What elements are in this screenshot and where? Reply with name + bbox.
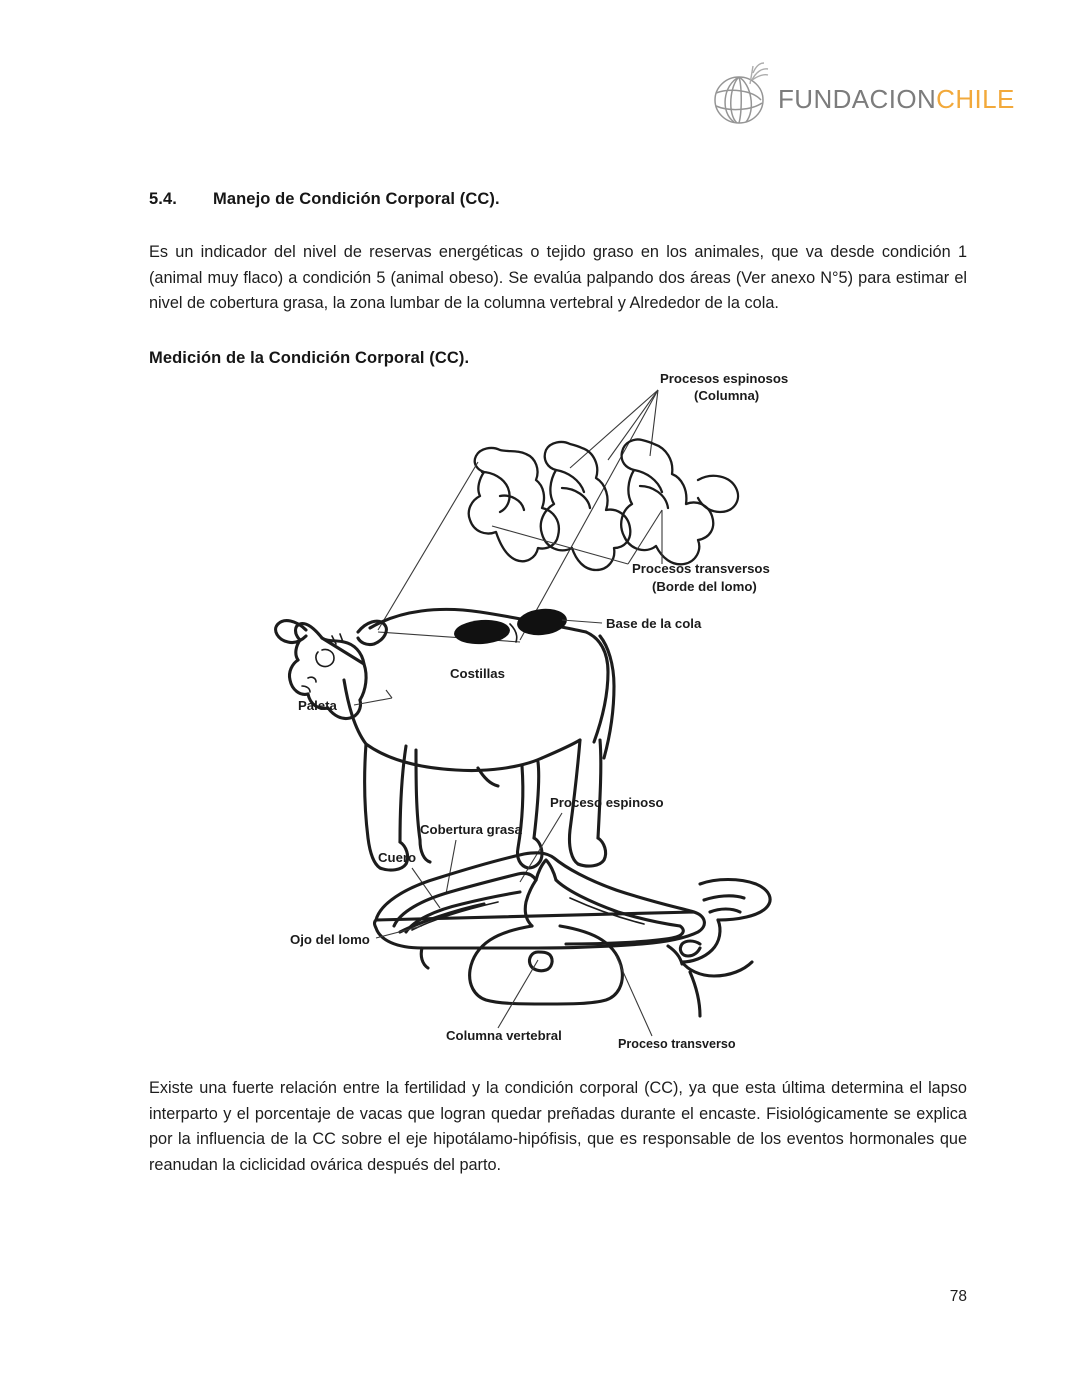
label-spinous-processes-line1: Procesos espinosos: [660, 371, 789, 386]
label-transverse-processes-line1: Procesos transversos: [632, 561, 770, 576]
label-ribs: Costillas: [450, 666, 505, 681]
assessment-patches: [453, 606, 568, 645]
label-shoulder: Paleta: [298, 698, 337, 713]
label-hide: Cuero: [378, 850, 417, 865]
leader-line-spinous-process: [520, 813, 562, 882]
label-transverse-process: Proceso transverso: [618, 1037, 736, 1051]
leader-line-transverse-process: [616, 956, 652, 1036]
loin-crease: [510, 624, 517, 642]
logo-word-fundacion: FUNDACION: [778, 83, 937, 114]
fundacion-chile-logo: [706, 58, 1015, 130]
leader-line-tail-base: [562, 620, 602, 623]
figure-svg: [270, 360, 830, 1060]
leader-line-vertebral-column: [498, 960, 538, 1028]
section-heading: [149, 190, 500, 209]
label-spinous-process: Proceso espinoso: [550, 795, 664, 810]
label-tail-base: Base de la cola: [606, 616, 702, 631]
label-fat-cover: Cobertura grasa: [420, 822, 522, 837]
label-spinous-processes-line2: (Columna): [694, 388, 760, 403]
subsection-heading: Medición de la Condición Corporal (CC).: [149, 349, 470, 367]
label-loin-eye: Ojo del lomo: [290, 932, 370, 947]
leader-line-fat-cover: [446, 840, 456, 894]
leader-line-loin-eye: [376, 926, 422, 938]
body-condition-figure: [270, 360, 830, 1060]
page-number: 78: [949, 1288, 967, 1305]
section-title: Manejo de Condición Corporal (CC).: [213, 190, 500, 208]
paragraph-outro: Existe una fuerte relación entre la fertilidad y la condición corporal (CC), ya que esta última determina el lapso interparto y el porcentaje de vacas que logran quedar preñadas durante el encaste. Fisiológicamente se explica por la influencia de la CC sobre el eje hipotálamo-hipófisis, que es responsable de los eventos hormonales que reanudan la ciclicidad ovárica después del parto.: [149, 1079, 967, 1174]
cross-section-illustration: [375, 853, 771, 1016]
globe-logo-icon: [706, 60, 776, 128]
logo-wordmark: [778, 84, 1015, 115]
leader-lines-spinous: [520, 390, 658, 640]
cow-face-details: [302, 634, 343, 692]
paragraph-intro: Es un indicador del nivel de reservas energéticas o tejido graso en los animales, que va desde condición 1 (animal muy flaco) a condición 5 (animal obeso). Se evalúa palpando dos áreas (Ver anexo N°5) para estimar el nivel de cobertura grasa, la zona lumbar de la columna vertebral y Alrededor de la cola.: [149, 243, 967, 312]
logo-word-chile: CHILE: [936, 83, 1015, 114]
vertebrae-illustration: [469, 440, 738, 571]
label-transverse-processes-line2: (Borde del lomo): [652, 579, 757, 594]
label-vertebral-column: Columna vertebral: [446, 1028, 562, 1043]
section-number: 5.4.: [149, 190, 177, 208]
